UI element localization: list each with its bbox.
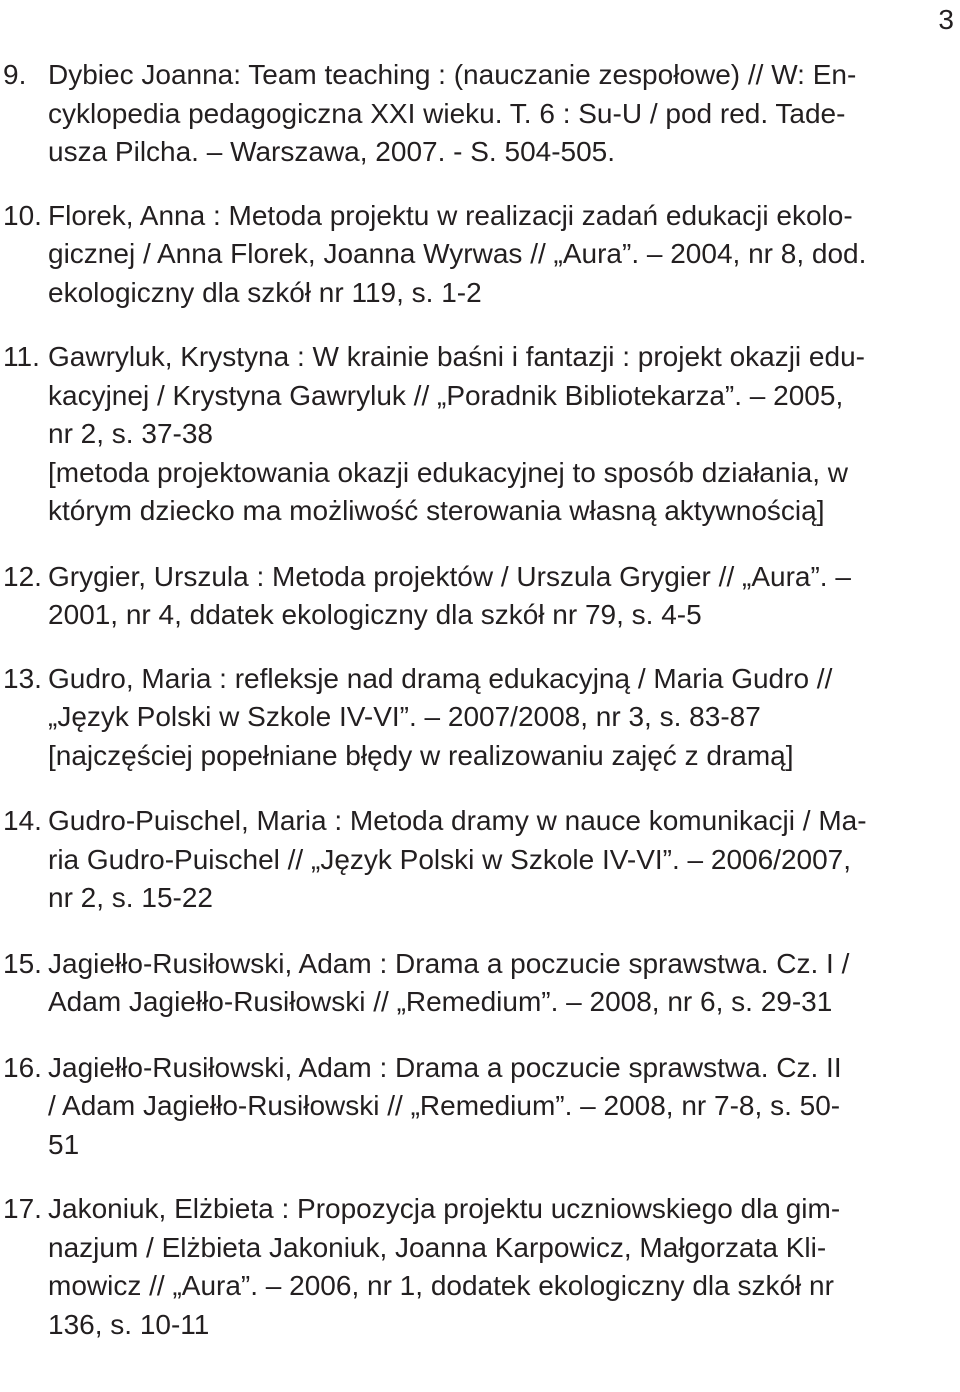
entry-number: 12. bbox=[3, 560, 42, 592]
bibliography-entry-12 bbox=[0, 558, 958, 635]
entry-line: 136, s. 10-11 bbox=[48, 1308, 210, 1340]
entry-line: „Język Polski w Szkole IV-VI”. – 2007/2008, nr 3, s. 83-87 bbox=[48, 701, 761, 732]
entry-line: Jagiełło-Rusiłowski, Adam : Drama a poczucie sprawstwa. Cz. II bbox=[48, 1051, 842, 1083]
entry-line: ekologiczny dla szkół nr 119, s. 1-2 bbox=[48, 276, 482, 308]
entry-line: nr 2, s. 15-22 bbox=[48, 882, 213, 913]
entry-annotation: [najczęściej popełniane błędy w realizowaniu zajęć z dramą] bbox=[48, 739, 794, 771]
entry-line: cyklopedia pedagogiczna XXI wieku. T. 6 : Su-U / pod red. Tade- bbox=[48, 97, 846, 129]
entry-line: gicznej / Anna Florek, Joanna Wyrwas // „Aura”. – 2004, nr 8, dod. bbox=[48, 238, 867, 269]
bibliography-entry-16 bbox=[0, 1049, 958, 1165]
page-number: 3 bbox=[938, 4, 954, 35]
entry-annotation: [metoda projektowania okazji edukacyjnej to sposób działania, w bbox=[48, 456, 849, 488]
entry-number: 10. bbox=[3, 199, 42, 231]
entry-line: ria Gudro-Puischel // „Język Polski w Szkole IV-VI”. – 2006/2007, bbox=[48, 843, 852, 875]
entry-line: 51 bbox=[48, 1128, 80, 1160]
entry-line: 2001, nr 4, ddatek ekologiczny dla szkół nr 79, s. 4-5 bbox=[48, 599, 702, 630]
entry-line: / Adam Jagiełło-Rusiłowski // „Remedium”. – 2008, nr 7-8, s. 50- bbox=[48, 1090, 841, 1121]
entry-line: Gudro-Puischel, Maria : Metoda dramy w nauce komunikacji / Ma- bbox=[48, 805, 867, 836]
bibliography-list bbox=[0, 56, 958, 1344]
bibliography-entry-9 bbox=[0, 56, 958, 172]
bibliography-entry-10 bbox=[0, 197, 958, 313]
entry-line: kacyjnej / Krystyna Gawryluk // „Poradnik Bibliotekarza”. – 2005, bbox=[48, 379, 844, 411]
entry-line: Grygier, Urszula : Metoda projektów / Urszula Grygier // „Aura”. – bbox=[48, 560, 851, 592]
entry-number: 14. bbox=[3, 805, 42, 836]
bibliography-entry-11 bbox=[0, 338, 958, 531]
entry-line: Adam Jagiełło-Rusiłowski // „Remedium”. – 2008, nr 6, s. 29-31 bbox=[48, 986, 833, 1017]
entry-number: 17. bbox=[3, 1193, 42, 1224]
entry-line: usza Pilcha. – Warszawa, 2007. - S. 504-505. bbox=[48, 136, 616, 167]
entry-number: 11. bbox=[3, 341, 40, 372]
entry-number: 16. bbox=[3, 1051, 42, 1083]
bibliography-entry-14 bbox=[0, 802, 958, 918]
entry-line: Jakoniuk, Elżbieta : Propozycja projektu uczniowskiego dla gim- bbox=[48, 1193, 841, 1224]
entry-number: 13. bbox=[3, 662, 42, 694]
bibliography-entry-13 bbox=[0, 660, 958, 776]
entry-annotation: którym dziecko ma możliwość sterowania własną aktywnością] bbox=[48, 495, 825, 526]
entry-line: Florek, Anna : Metoda projektu w realizacji zadań edukacji ekolo- bbox=[48, 199, 853, 231]
entry-number: 15. bbox=[3, 947, 42, 979]
entry-line: Gudro, Maria : refleksje nad dramą edukacyjną / Maria Gudro // bbox=[48, 662, 833, 694]
bibliography-entry-15 bbox=[0, 945, 958, 1022]
entry-line: mowicz // „Aura”. – 2006, nr 1, dodatek ekologiczny dla szkół nr bbox=[48, 1270, 834, 1301]
entry-line: nazjum / Elżbieta Jakoniuk, Joanna Karpowicz, Małgorzata Kli- bbox=[48, 1231, 827, 1263]
entry-line: Jagiełło-Rusiłowski, Adam : Drama a poczucie sprawstwa. Cz. I / bbox=[48, 947, 850, 979]
entry-line: Gawryluk, Krystyna : W krainie baśni i fantazji : projekt okazji edu- bbox=[48, 341, 865, 372]
entry-line: Dybiec Joanna: Team teaching : (nauczanie zespołowe) // W: En- bbox=[48, 59, 857, 90]
entry-number: 9. bbox=[3, 59, 27, 90]
entry-line: nr 2, s. 37-38 bbox=[48, 418, 213, 449]
bibliography-entry-17 bbox=[0, 1190, 958, 1344]
